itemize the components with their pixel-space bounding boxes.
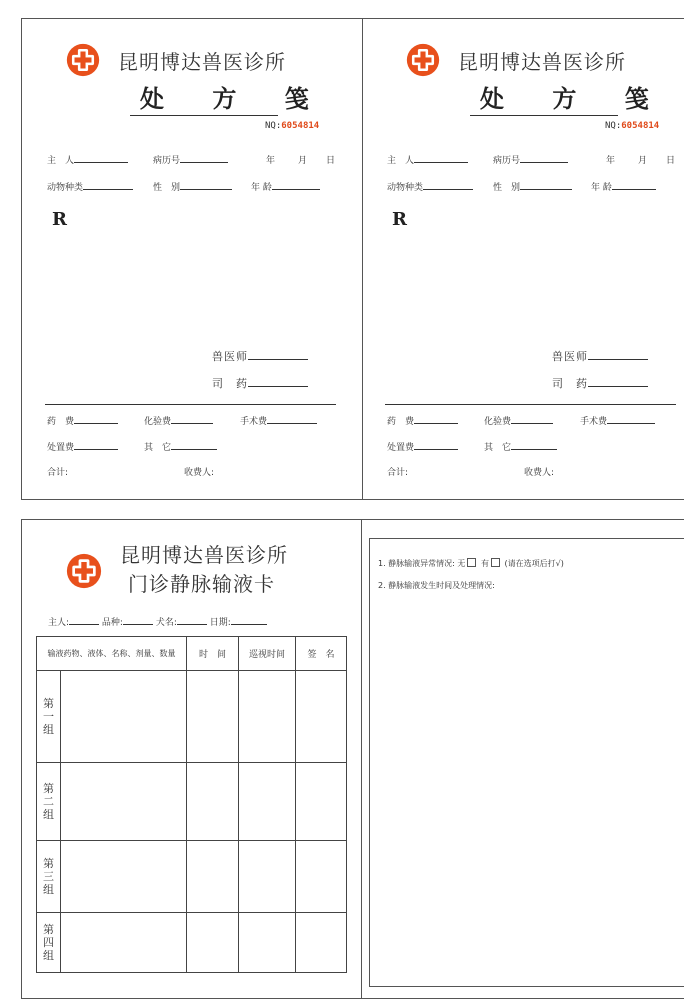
vet-signature-field: 兽医师 [552,348,648,364]
table-cell [296,913,347,973]
record-number-field: 病历号 [153,153,228,166]
clinic-name: 昆明博达兽医诊所 [458,50,626,74]
sex-field: 性 别 [153,180,232,193]
table-cell [187,913,239,973]
serial-number: NQ:6054814 [605,121,660,131]
drug-fee-field: 药 费 [387,414,458,427]
date-day: 日 [666,156,676,166]
infusion-info-row: 主人: 品种: 犬名: 日期: [48,615,267,628]
cashier-label: 收费人: [524,468,555,478]
table-cell [239,841,296,913]
table-cell [296,671,347,763]
table-cell [61,841,187,913]
fee-divider [385,404,676,405]
rx-symbol: R [392,209,407,230]
owner-field: 主 人 [47,153,128,166]
table-cell [239,913,296,973]
column-header-medication: 输液药物、液体、名称、剂量、数量 [37,637,187,671]
other-fee-field: 其 它 [144,440,217,453]
treatment-fee-field: 处置费 [387,440,458,453]
date-month: 月 [638,156,648,166]
medical-cross-logo-icon [66,553,102,589]
date-year: 年 [606,156,616,166]
table-cell [61,913,187,973]
column-header-time: 时 间 [187,637,239,671]
fee-divider [45,404,336,405]
occurrence-time-line: 2. 静脉输液发生时间及处理情况: [378,581,495,590]
table-row [37,763,347,841]
treatment-fee-field: 处置费 [47,440,118,453]
total-label: 合计: [47,468,69,478]
age-field: 年 龄 [591,180,656,193]
rx-symbol: R [52,209,67,230]
group-label: 第四组 [43,923,54,962]
table-row [37,671,347,763]
title-underline [470,115,618,116]
clinic-name: 昆明博达兽医诊所 [118,50,286,74]
table-cell [296,841,347,913]
table-row [37,841,347,913]
group-label: 第二组 [43,782,54,821]
table-cell [61,671,187,763]
medical-cross-logo-icon [406,43,440,77]
group-label: 第一组 [43,697,54,736]
abnormal-condition-line: 1. 静脉输液异常情况: 无 有 (请在选项后打√) [378,559,564,568]
vet-signature-field: 兽医师 [212,348,308,364]
table-cell [296,763,347,841]
other-fee-field: 其 它 [484,440,557,453]
cashier-label: 收费人: [184,468,215,478]
prescription-title: 处 方 笺 [480,84,669,113]
serial-number: NQ:6054814 [265,121,320,131]
sex-field: 性 别 [493,180,572,193]
checkbox-none[interactable] [467,558,476,567]
species-field: 动物种类 [47,180,133,193]
age-field: 年 龄 [251,180,320,193]
owner-field: 主 人 [387,153,468,166]
checkbox-yes[interactable] [491,558,500,567]
prescription-title: 处 方 笺 [140,84,329,113]
pharmacist-field: 司 药 [552,375,648,391]
surgery-fee-field: 手术费 [580,414,655,427]
lab-fee-field: 化验费 [484,414,553,427]
column-header-signature: 签 名 [296,637,347,671]
table-row [37,913,347,973]
species-field: 动物种类 [387,180,473,193]
table-cell [61,763,187,841]
drug-fee-field: 药 费 [47,414,118,427]
group-label: 第三组 [43,857,54,896]
table-cell [187,763,239,841]
total-label: 合计: [387,468,409,478]
infusion-clinic-name: 昆明博达兽医诊所 [120,543,288,567]
date-year: 年 [266,156,276,166]
title-underline [130,115,278,116]
surgery-fee-field: 手术费 [240,414,317,427]
infusion-card-title: 门诊静脉输液卡 [128,572,275,596]
infusion-table [36,636,347,973]
table-cell [187,671,239,763]
lab-fee-field: 化验费 [144,414,213,427]
table-cell [187,841,239,913]
pharmacist-field: 司 药 [212,375,308,391]
medical-cross-logo-icon [66,43,100,77]
date-day: 日 [326,156,336,166]
infusion-card-back-inner [369,538,684,987]
date-month: 月 [298,156,308,166]
record-number-field: 病历号 [493,153,568,166]
table-cell [239,671,296,763]
column-header-patrol-time: 巡视时间 [239,637,296,671]
table-cell [239,763,296,841]
